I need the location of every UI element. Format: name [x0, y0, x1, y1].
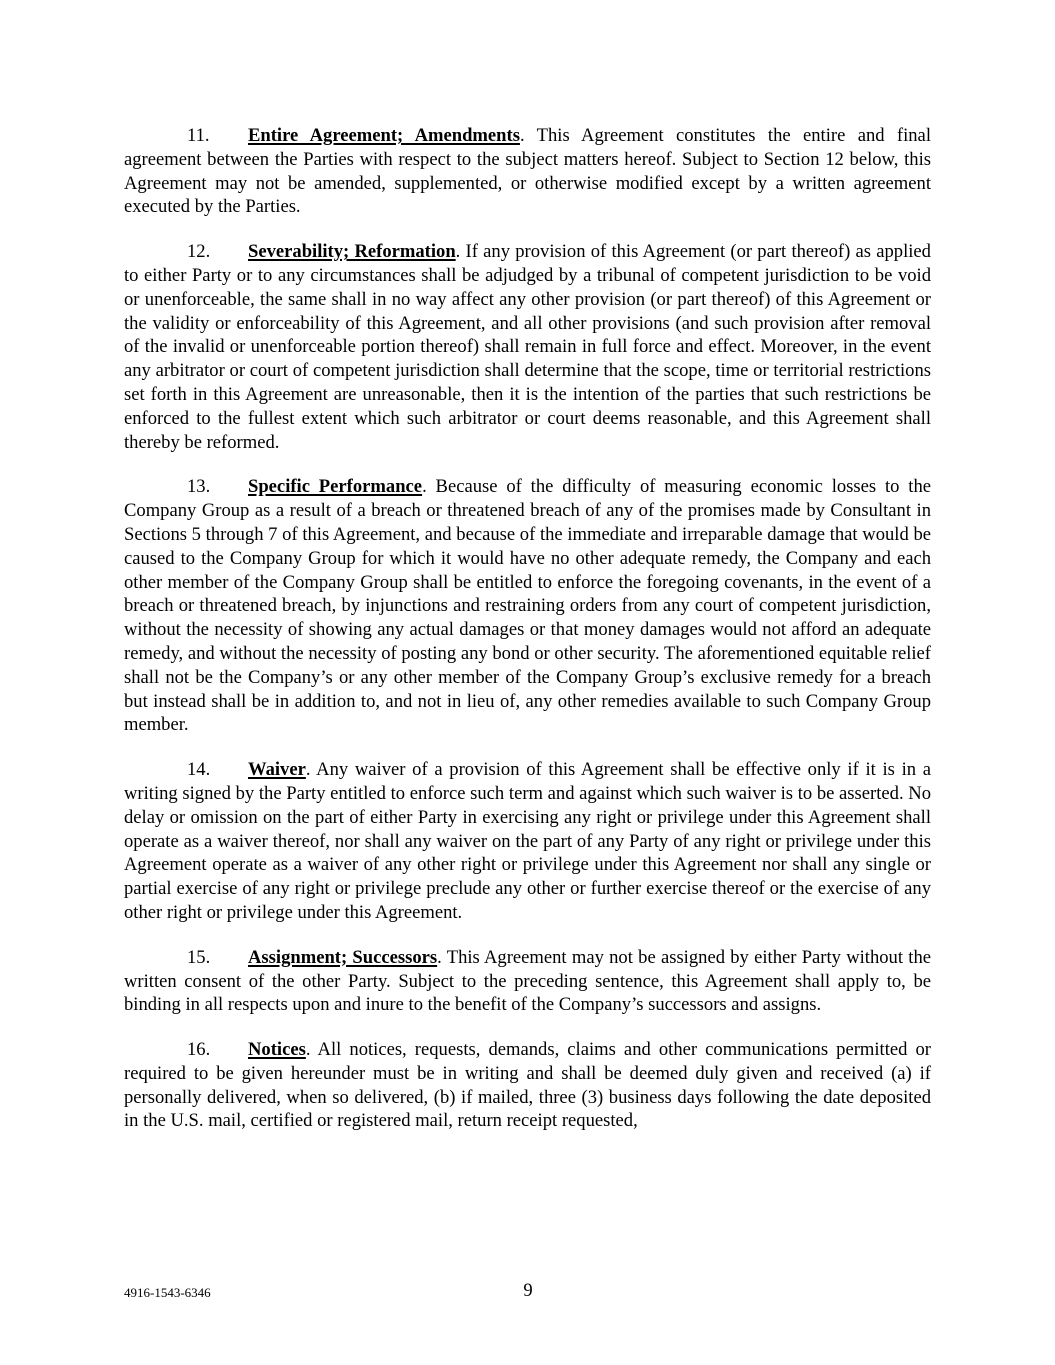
section-number: 13.	[187, 476, 211, 498]
footer-document-id: 4916-1543-6346	[124, 1285, 211, 1300]
section-number: 15.	[187, 946, 211, 968]
section-number: 14.	[187, 759, 211, 781]
page-body	[124, 124, 931, 1154]
section-body: . Any waiver of a provision of this Agreement shall be effective only if it is in a writing signed by the Party entitled to enforce such term and against which such waiver is to be asserted. No delay or omission on the part of either Party in exercising any right or privilege under this Agreement shall operate as a waiver thereof, nor shall any waiver on the part of any Party of any right or privilege under this Agreement operate as a waiver of any other right or privilege under this Agreement nor shall any single or partial exercise of any right or privilege preclude any other or further exercise thereof or the exercise of any other right or privilege under this Agreement.	[124, 759, 931, 923]
section-11	[124, 124, 931, 219]
section-title: Entire Agreement; Amendments	[248, 125, 520, 146]
section-16	[124, 1038, 931, 1133]
section-title: Waiver	[248, 759, 306, 781]
footer-page-number: 9	[523, 1280, 533, 1301]
section-title: Notices	[248, 1039, 306, 1061]
section-body: . All notices, requests, demands, claims and other communications permitted or required to be given hereunder must be in writing and shall be deemed duly given and received (a) if personally delivered, when so delivered, (b) if mailed, three (3) business days following the date deposited in the U.S. mail, certified or registered mail, return receipt requested,	[124, 1039, 931, 1132]
section-body: . If any provision of this Agreement (or part thereof) as applied to either Party or to any circumstances shall be adjudged by a tribunal of competent jurisdiction to be void or unenforceable, the same shall in no way affect any other provision (or part thereof) of this Agreement or the validity or enforceability of this Agreement, and all other provisions (and such provision after removal of the invalid or unenforceable portion thereof) shall remain in full force and effect. Moreover, in the event any arbitrator or court of competent jurisdiction shall determine that the scope, time or territorial restrictions set forth in this Agreement are unreasonable, then it is the intention of the parties that such restrictions be enforced to the fullest extent which such arbitrator or court deems reasonable, and this Agreement shall thereby be reformed.	[124, 241, 931, 453]
section-13	[124, 475, 931, 737]
section-number: 12.	[187, 241, 211, 263]
section-body: . This Agreement constitutes the entire and final agreement between the Parties with respect to the subject matters hereof. Subject to Section 12 below, this Agreement may not be amended, supplemented, or otherwise modified except by a written agreement executed by the Parties.	[124, 125, 931, 218]
section-title: Severability; Reformation	[248, 241, 456, 263]
section-number: 11.	[187, 125, 210, 146]
section-15	[124, 946, 931, 1017]
section-body: . Because of the difficulty of measuring economic losses to the Company Group as a result of a breach or threatened breach of any of the promises made by Consultant in Sections 5 through 7 of this Agreement, and because of the immediate and irreparable damage that would be caused to the Company Group for which it would have no other adequate remedy, the Company and each other member of the Company Group shall be entitled to enforce the foregoing covenants, in the event of a breach or threatened breach, by injunctions and restraining orders from any court of competent jurisdiction, without the necessity of showing any actual damages or that money damages would not afford an adequate remedy, and without the necessity of posting any bond or other security. The aforementioned equitable relief shall not be the Company’s or any other member of the Company Group’s exclusive remedy for a breach but instead shall be in addition to, and not in lieu of, any other remedies available to such Company Group member.	[124, 476, 931, 736]
section-number: 16.	[187, 1039, 211, 1061]
section-12	[124, 240, 931, 454]
section-title: Assignment; Successors	[248, 946, 438, 968]
section-body: . This Agreement may not be assigned by either Party without the written consent of the other Party. Subject to the preceding sentence, this Agreement shall apply to, be binding in all respects upon and inure to the benefit of the Company’s successors and assigns.	[124, 946, 931, 1016]
section-title: Specific Performance	[248, 476, 423, 498]
section-14	[124, 758, 931, 925]
